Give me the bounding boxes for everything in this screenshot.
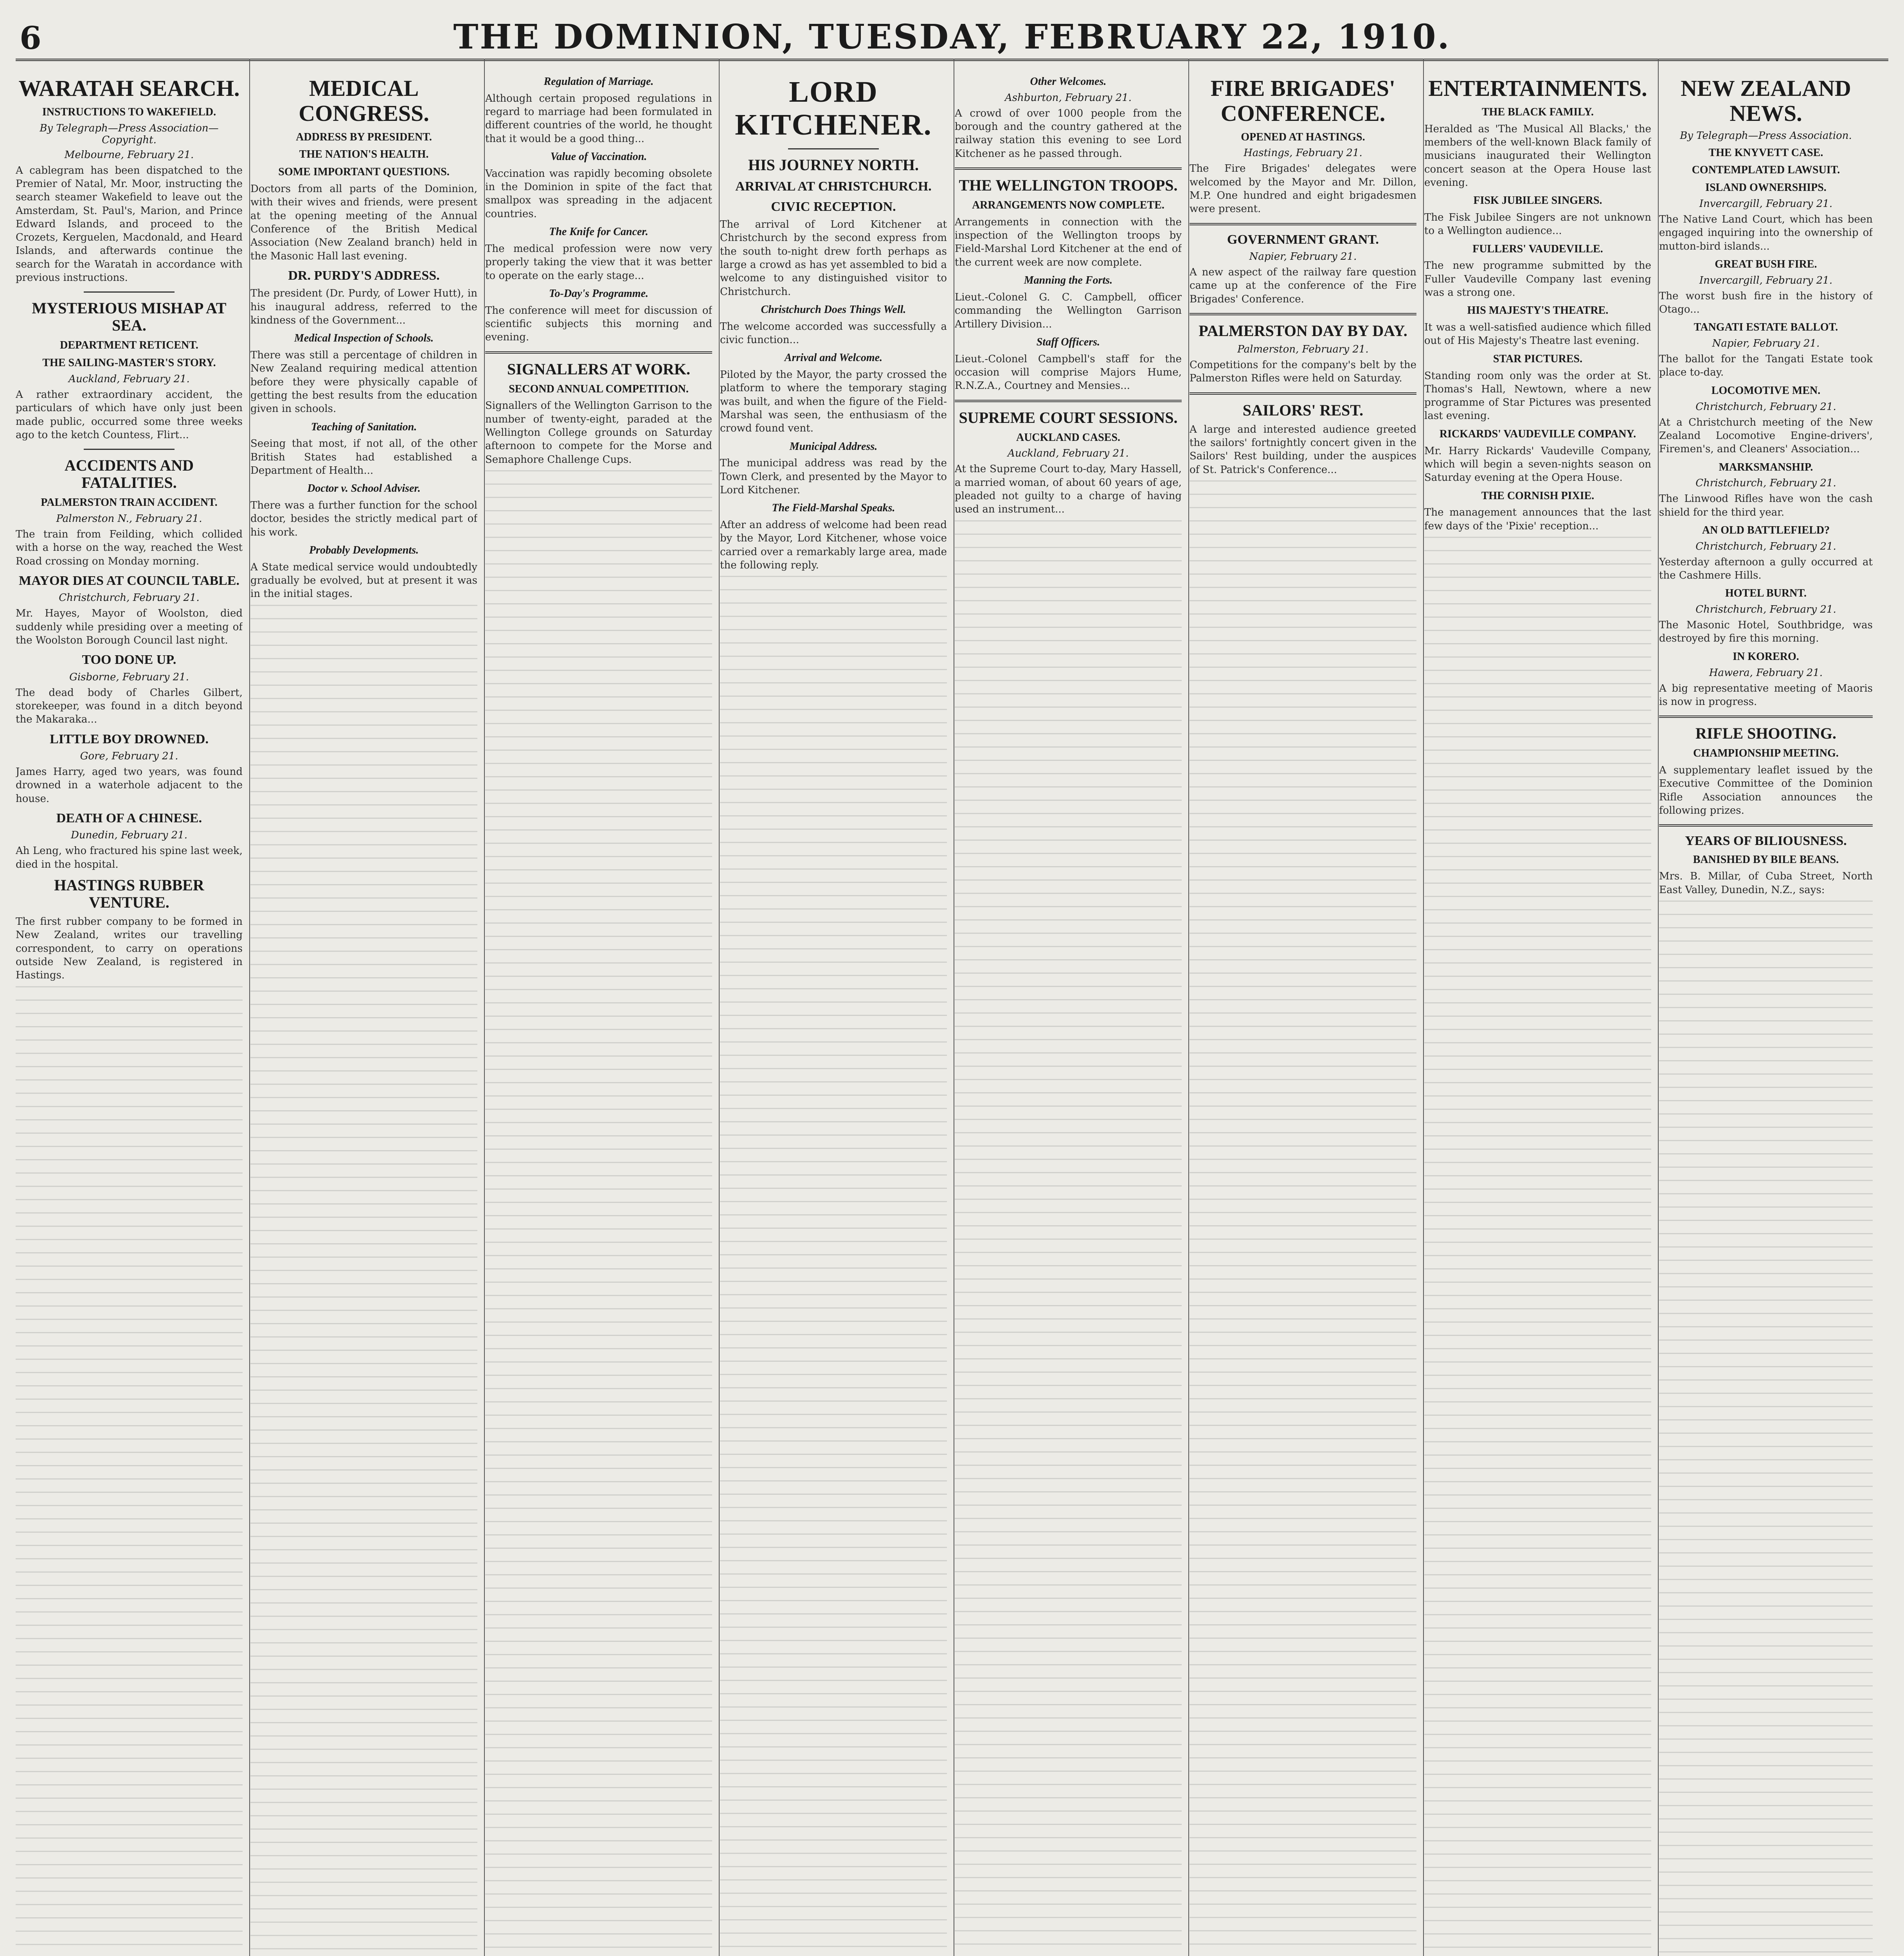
article-text: Vaccination was rapidly becoming obsolete in the Dominion in spite of the fact that smallpox was spreading in the adjacent countries.	[485, 167, 712, 220]
article-text: Mr. Harry Rickards' Vaudeville Company, which will begin a seven-nights season on Saturday evening at the Opera House.	[1424, 445, 1651, 484]
dateline: Christchurch, February 21.	[1695, 401, 1836, 413]
article-text: The arrival of Lord Kitchener at Christchurch by the second express from the south to-night drew forth perhaps as large a crowd as has yet assembled to bid a welcome to any distinguished visitor to Christchurch.	[720, 218, 947, 298]
section-heading: Medical Inspection of Schools.	[294, 332, 434, 345]
subheadline: HIS MAJESTY'S THEATRE.	[1467, 304, 1609, 317]
dateline: Invercargill, February 21.	[1699, 198, 1833, 210]
article-text: A supplementary leaflet issued by the Executive Committee of the Dominion Rifle Association announces the following prizes.	[1659, 764, 1873, 816]
subheadline: AN OLD BATTLEFIELD?	[1702, 524, 1830, 536]
article-text: The management announces that the last few days of the 'Pixie' reception...	[1424, 507, 1651, 532]
masthead	[16, 12, 1888, 61]
subheadline: FISK JUBILEE SINGERS.	[1473, 194, 1602, 207]
subheadline: CHAMPIONSHIP MEETING.	[1693, 747, 1839, 760]
article-text: The dead body of Charles Gilbert, storekeeper, was found in a ditch beyond the Makaraka...	[16, 687, 243, 726]
dateline: Palmerston N., February 21.	[56, 513, 202, 525]
headline: ENTERTAINMENTS.	[1428, 76, 1647, 101]
section-heading: Probably Developments.	[309, 544, 419, 557]
article-text: Yesterday afternoon a gully occurred at the Cashmere Hills.	[1659, 556, 1873, 582]
subheadline: ARRANGEMENTS NOW COMPLETE.	[972, 199, 1164, 212]
subheadline: ARRIVAL AT CHRISTCHURCH.	[735, 179, 932, 194]
subheadline: RICKARDS' VAUDEVILLE COMPANY.	[1439, 428, 1636, 440]
columns-container	[16, 70, 1888, 1956]
article-text: Although certain proposed regulations in regard to marriage had been formulated in different countries of the world, he thought that it would be a good thing...	[485, 92, 712, 145]
dateline: Hastings, February 21.	[1244, 147, 1362, 159]
subheadline: BANISHED BY BILE BEANS.	[1693, 853, 1839, 866]
headline: SAILORS' REST.	[1242, 401, 1364, 419]
subheadline: STAR PICTURES.	[1493, 352, 1583, 365]
headline: FIRE BRIGADES' CONFERENCE.	[1210, 76, 1396, 126]
column-8	[1659, 70, 1873, 1956]
section-heading: Other Welcomes.	[1030, 76, 1107, 88]
subheadline: THE KNYVETT CASE.	[1708, 146, 1823, 159]
column-3	[485, 70, 712, 1956]
headline: NEW ZEALAND NEWS.	[1681, 76, 1851, 126]
article-text: Mr. Hayes, Mayor of Woolston, died suddenly while presiding over a meeting of the Woolston Borough Council last night.	[16, 608, 243, 646]
column-4	[720, 70, 947, 1956]
article-text: A new aspect of the railway fare question came up at the conference of the Fire Brigades' Conference.	[1190, 266, 1416, 305]
subheadline: HOTEL BURNT.	[1725, 587, 1807, 600]
dateline: Christchurch, February 21.	[1695, 540, 1836, 552]
article-text: The Masonic Hotel, Southbridge, was destroyed by fire this morning.	[1659, 619, 1873, 645]
subheadline: FULLERS' VAUDEVILLE.	[1472, 243, 1603, 255]
subheadline: DEPARTMENT RETICENT.	[60, 339, 198, 352]
article-text: At a Christchurch meeting of the New Zealand Locomotive Engine-drivers', Firemen's, and Cleaners' Association...	[1659, 416, 1873, 455]
subheadline: MARKSMANSHIP.	[1719, 461, 1813, 473]
article-text: The train from Feilding, which collided with a horse on the way, reached the West Road crossing on Monday morning.	[16, 529, 243, 567]
article-text: The new programme submitted by the Fuller Vaudeville Company last evening was a strong one.	[1424, 260, 1651, 298]
headline: YEARS OF BILIOUSNESS.	[1685, 834, 1847, 849]
article-text: Ah Leng, who fractured his spine last week, died in the hospital.	[16, 845, 243, 870]
headline: GOVERNMENT GRANT.	[1227, 232, 1379, 247]
body-text-lines	[1424, 537, 1651, 1956]
divider	[788, 148, 879, 149]
subheadline: SOME IMPORTANT QUESTIONS.	[278, 166, 450, 178]
column-5	[955, 70, 1182, 1956]
subheadline: THE SAILING-MASTER'S STORY.	[42, 357, 216, 369]
divider	[1190, 223, 1416, 225]
article-text: Heralded as 'The Musical All Blacks,' the members of the well-known Black family of musicians inaugurated their Wellington concert season at the Opera House last evening.	[1424, 123, 1651, 189]
subheadline: ISLAND OWNERSHIPS.	[1705, 182, 1827, 194]
headline: SUPREME COURT SESSIONS.	[959, 408, 1178, 426]
dateline: Christchurch, February 21.	[1695, 477, 1836, 489]
subheadline: THE NATION'S HEALTH.	[299, 148, 429, 161]
divider	[1659, 716, 1873, 718]
subheadline: THE CORNISH PIXIE.	[1481, 489, 1594, 502]
section-heading: Municipal Address.	[789, 440, 878, 453]
section-heading: Teaching of Sanitation.	[311, 421, 417, 433]
column-7	[1424, 70, 1651, 1956]
headline: DR. PURDY'S ADDRESS.	[288, 268, 440, 283]
headline: THE WELLINGTON TROOPS.	[959, 176, 1178, 194]
divider	[955, 167, 1182, 170]
section-heading: Value of Vaccination.	[550, 151, 647, 163]
dateline: Melbourne, February 21.	[64, 149, 194, 161]
article-text: There was a further function for the school doctor, besides the strictly medical part of his work.	[250, 500, 477, 538]
dateline: Hawera, February 21.	[1709, 667, 1823, 679]
article-text: Competitions for the company's belt by the Palmerston Rifles were held on Saturday.	[1190, 359, 1416, 385]
article-text: A crowd of over 1000 people from the borough and the country gathered at the railway station this evening to see Lord Kitchener as he passed through.	[955, 107, 1182, 160]
subheadline: LOCOMOTIVE MEN.	[1711, 384, 1821, 397]
body-text-lines	[250, 605, 477, 1956]
subheadline: HIS JOURNEY NORTH.	[748, 156, 919, 174]
dateline: Napier, February 21.	[1712, 338, 1820, 350]
body-text-lines	[485, 470, 712, 1956]
headline: MAYOR DIES AT COUNCIL TABLE.	[19, 573, 239, 588]
section-heading: The Field-Marshal Speaks.	[772, 502, 895, 514]
section-heading: Doctor v. School Adviser.	[307, 482, 421, 495]
article-text: The first rubber company to be formed in New Zealand, writes our travelling correspondent, to carry on operations outside New Zealand, is registered in Hastings.	[16, 915, 243, 982]
article-text: The municipal address was read by the Town Clerk, and presented by the Mayor to Lord Kitchener.	[720, 457, 947, 496]
divider	[1659, 824, 1873, 827]
divider	[485, 351, 712, 354]
article-text: Piloted by the Mayor, the party crossed the platform to where the temporary staging was built, and when the figure of the Field-Marshal was seen, the enthusiasm of the crowd found vent.	[720, 369, 947, 435]
byline: By Telegraph—Press Association—Copyright.	[40, 122, 219, 146]
article-text: Standing room only was the order at St. Thomas's Hall, Newtown, where a new programme of Star Pictures was presented last evening.	[1424, 370, 1651, 422]
headline: DEATH OF A CHINESE.	[56, 811, 202, 825]
page-title: THE DOMINION, TUESDAY, FEBRUARY 22, 1910.	[453, 17, 1451, 57]
headline: LITTLE BOY DROWNED.	[50, 732, 209, 746]
article-text: The Native Land Court, which has been engaged inquiring into the ownership of mutton-bird islands...	[1659, 213, 1873, 252]
subheadline: ADDRESS BY PRESIDENT.	[296, 131, 432, 143]
article-text: A cablegram has been dispatched to the Premier of Natal, Mr. Moor, instructing the search steamer Wakefield to leave out the Amsterdam, St. Paul's, Marion, and Prince Edward Islands, and proceed to the Crozets, Kerguelen, Macdonald, and Heard Islands, and afterwards continue the search for the Waratah in accordance with previous instructions.	[16, 164, 243, 284]
dateline: Christchurch, February 21.	[1695, 604, 1836, 616]
headline: WARATAH SEARCH.	[18, 76, 240, 101]
article-text: There was still a percentage of children in New Zealand requiring medical attention before they were physically capable of getting the best results from the education given in schools.	[250, 349, 477, 415]
subheadline: INSTRUCTIONS TO WAKEFIELD.	[42, 106, 216, 118]
article-text: The Linwood Rifles have won the cash shield for the third year.	[1659, 493, 1873, 518]
article-text: Seeing that most, if not all, of the other British States had established a Department of Health...	[250, 438, 477, 476]
article-text: It was a well-satisfied audience which filled out of His Majesty's Theatre last evening.	[1424, 322, 1651, 347]
byline: By Telegraph—Press Association.	[1680, 129, 1852, 142]
body-text-lines	[720, 576, 947, 1956]
subheadline: THE BLACK FAMILY.	[1481, 106, 1594, 118]
divider	[84, 291, 175, 293]
divider	[84, 449, 175, 450]
section-heading: Manning the Forts.	[1024, 274, 1113, 287]
body-text-lines	[16, 986, 243, 1956]
section-heading: Staff Officers.	[1036, 336, 1100, 348]
article-text: At the Supreme Court to-day, Mary Hassell, a married woman, of about 60 years of age, pleaded not guilty to a charge of having used an instrument...	[955, 463, 1182, 516]
article-text: The medical profession were now very properly taking the view that it was better to operate on the early stage...	[485, 243, 712, 282]
section-heading: Christchurch Does Things Well.	[761, 303, 906, 316]
subheadline: AUCKLAND CASES.	[1016, 431, 1121, 444]
article-text: The conference will meet for discussion of scientific subjects this morning and evening.	[485, 304, 712, 343]
subheadline: PALMERSTON TRAIN ACCIDENT.	[41, 496, 218, 509]
article-text: A large and interested audience greeted the sailors' fortnightly concert given in the Sailors' Rest building, under the auspices of St. Patrick's Conference...	[1190, 423, 1416, 476]
dateline: Napier, February 21.	[1249, 251, 1357, 263]
article-text: Signallers of the Wellington Garrison to the number of twenty-eight, paraded at the Wellington College grounds on Saturday afternoon to compete for the Morse and Semaphore Challenge Cups.	[485, 400, 712, 466]
column-1	[16, 70, 243, 1956]
body-text-lines	[1190, 480, 1416, 1956]
dateline: Palmerston, February 21.	[1237, 343, 1369, 355]
subheadline: OPENED AT HASTINGS.	[1241, 131, 1365, 143]
subheadline: SECOND ANNUAL COMPETITION.	[509, 383, 689, 395]
article-text: The ballot for the Tangati Estate took place to-day.	[1659, 353, 1873, 379]
article-text: A big representative meeting of Maoris is now in progress.	[1659, 682, 1873, 708]
subheadline: IN KORERO.	[1733, 650, 1799, 663]
headline: TOO DONE UP.	[82, 653, 176, 667]
divider	[1190, 313, 1416, 315]
headline: LORD KITCHENER.	[735, 76, 932, 141]
subheadline: CONTEMPLATED LAWSUIT.	[1692, 164, 1840, 176]
article-text: After an address of welcome had been read by the Mayor, Lord Kitchener, whose voice carried over a remarkably large area, made the following reply.	[720, 519, 947, 572]
headline: PALMERSTON DAY BY DAY.	[1199, 322, 1407, 340]
body-text-lines	[1659, 901, 1873, 1956]
page-number: 6	[20, 20, 41, 56]
article-text: The Fire Brigades' delegates were welcomed by the Mayor and Mr. Dillon, M.P. One hundred and eight brigadesmen were present.	[1190, 163, 1416, 215]
dateline: Invercargill, February 21.	[1699, 274, 1833, 286]
dateline: Gore, February 21.	[80, 750, 178, 762]
section-heading: Arrival and Welcome.	[784, 352, 883, 364]
headline: MYSTERIOUS MISHAP AT SEA.	[32, 299, 227, 334]
headline: RIFLE SHOOTING.	[1695, 725, 1837, 742]
article-text: The president (Dr. Purdy, of Lower Hutt), in his inaugural address, referred to the kindness of the Government...	[250, 288, 477, 326]
dateline: Auckland, February 21.	[68, 373, 190, 385]
subheadline: GREAT BUSH FIRE.	[1715, 258, 1817, 270]
dateline: Ashburton, February 21.	[1004, 92, 1132, 104]
dateline: Dunedin, February 21.	[70, 829, 187, 841]
section-heading: To-Day's Programme.	[549, 287, 649, 300]
article-text: Arrangements in connection with the inspection of the Wellington troops by Field-Marshal Lord Kitchener at the end of the current week are now complete.	[955, 216, 1182, 268]
column-6	[1190, 70, 1416, 1956]
headline: MEDICAL CONGRESS.	[299, 76, 429, 126]
article-text: A State medical service would undoubtedly gradually be evolved, but at present it was in the initial stages.	[250, 561, 477, 600]
column-2	[250, 70, 477, 1956]
section-heading: Regulation of Marriage.	[543, 76, 654, 88]
dateline: Christchurch, February 21.	[59, 592, 200, 604]
dateline: Gisborne, February 21.	[69, 671, 189, 683]
article-text: The welcome accorded was successfully a civic function...	[720, 320, 947, 346]
article-text: A rather extraordinary accident, the particulars of which have only just been made public, occurred some three weeks ago to the ketch Countess, Flirt...	[16, 389, 243, 441]
article-text: The Fisk Jubilee Singers are not unknown to a Wellington audience...	[1424, 211, 1651, 237]
article-text: James Harry, aged two years, was found drowned in a waterhole adjacent to the house.	[16, 766, 243, 805]
divider	[1190, 392, 1416, 395]
headline: SIGNALLERS AT WORK.	[507, 360, 690, 378]
article-text: Lieut.-Colonel Campbell's staff for the occasion will comprise Majors Hume, R.N.Z.A., Courtney and Mensies...	[955, 353, 1182, 392]
headline: HASTINGS RUBBER VENTURE.	[54, 876, 204, 911]
article-text: The worst bush fire in the history of Otago...	[1659, 290, 1873, 316]
divider	[955, 400, 1182, 402]
section-heading: The Knife for Cancer.	[549, 226, 648, 238]
subheadline: CIVIC RECEPTION.	[771, 199, 896, 214]
article-text: Mrs. B. Millar, of Cuba Street, North East Valley, Dunedin, N.Z., says:	[1659, 870, 1873, 896]
article-text: Lieut.-Colonel G. C. Campbell, officer commanding the Wellington Garrison Artillery Division...	[955, 291, 1182, 330]
dateline: Auckland, February 21.	[1008, 448, 1129, 460]
body-text-lines	[955, 520, 1182, 1956]
subheadline: TANGATI ESTATE BALLOT.	[1693, 321, 1838, 334]
article-text: Doctors from all parts of the Dominion, with their wives and friends, were present at the opening meeting of the Annual Conference of the British Medical Association (New Zealand branch) held in the Masonic Hall last evening.	[250, 183, 477, 262]
headline: ACCIDENTS AND FATALITIES.	[64, 457, 194, 492]
